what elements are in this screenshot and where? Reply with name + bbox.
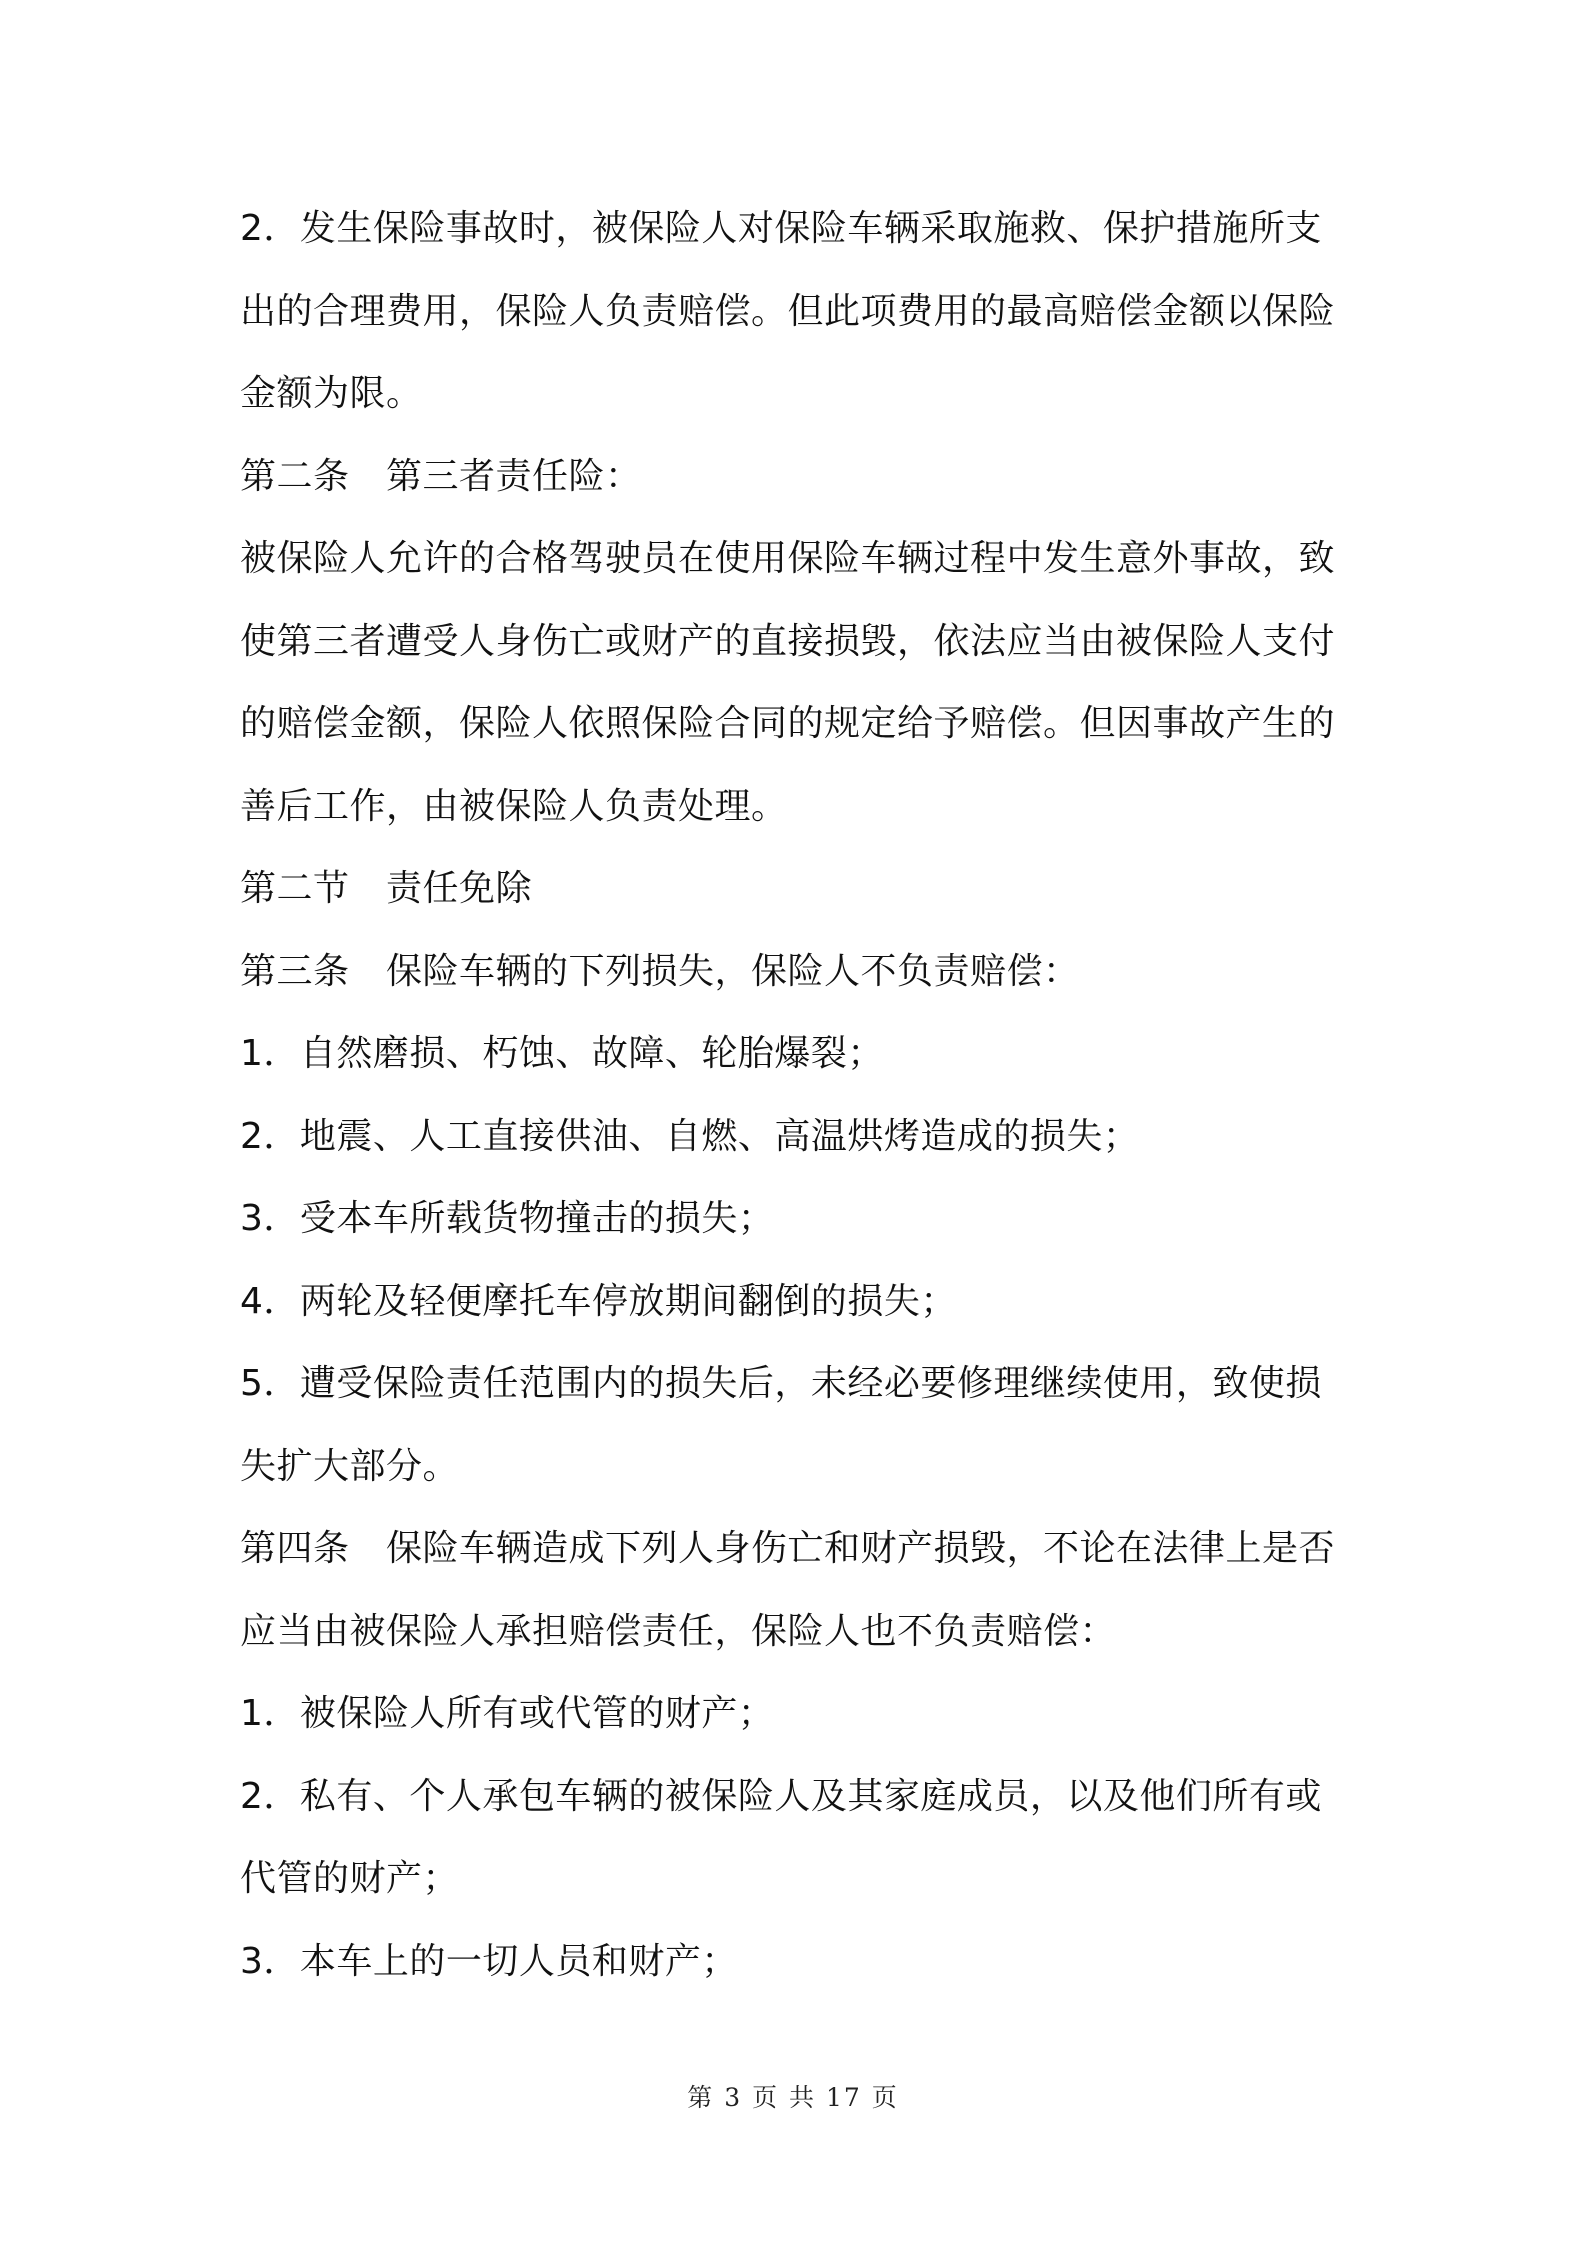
document-body bbox=[240, 188, 1350, 2003]
section-heading: 第四条 保险车辆造成下列人身伤亡和财产损毁，不论在法律上是否 bbox=[240, 1528, 1336, 1569]
list-item: 4．两轮及轻便摩托车停放期间翻倒的损失； bbox=[240, 1280, 957, 1322]
text-line: 金额为限。 bbox=[240, 373, 423, 414]
section-heading: 第二节 责任免除 bbox=[240, 868, 533, 909]
text-line: 使第三者遭受人身伤亡或财产的直接损毁，依法应当由被保险人支付 bbox=[240, 620, 1336, 662]
text-line: 出的合理费用，保险人负责赔偿。但此项费用的最高赔偿金额以保险 bbox=[240, 290, 1336, 332]
section-heading: 第三条 保险车辆的下列损失，保险人不负责赔偿： bbox=[240, 950, 1080, 992]
list-item: 5．遭受保险责任范围内的损失后，未经必要修理继续使用，致使损 bbox=[240, 1363, 1322, 1404]
list-item: 2．地震、人工直接供油、自燃、高温烘烤造成的损失； bbox=[240, 1115, 1140, 1157]
page-number-footer: 第 3 页 共 17 页 bbox=[687, 2083, 899, 2112]
text-line: 失扩大部分。 bbox=[240, 1445, 460, 1487]
list-item: 1．自然磨损、朽蚀、故障、轮胎爆裂； bbox=[240, 1033, 884, 1074]
text-line: 代管的财产； bbox=[240, 1858, 460, 1899]
list-item: 3．受本车所载货物撞击的损失； bbox=[240, 1198, 775, 1239]
list-item: 1．被保险人所有或代管的财产； bbox=[240, 1693, 775, 1734]
text-line: 应当由被保险人承担赔偿责任，保险人也不负责赔偿： bbox=[240, 1610, 1117, 1652]
list-item: 3．本车上的一切人员和财产； bbox=[240, 1940, 738, 1982]
list-item: 2．私有、个人承包车辆的被保险人及其家庭成员，以及他们所有或 bbox=[240, 1775, 1322, 1817]
section-heading: 第二条 第三者责任险： bbox=[240, 455, 642, 497]
text-line: 2．发生保险事故时，被保险人对保险车辆采取施救、保护措施所支 bbox=[240, 208, 1322, 249]
text-line: 的赔偿金额，保险人依照保险合同的规定给予赔偿。但因事故产生的 bbox=[240, 703, 1336, 744]
text-line: 被保险人允许的合格驾驶员在使用保险车辆过程中发生意外事故，致 bbox=[240, 538, 1336, 579]
text-line: 善后工作，由被保险人负责处理。 bbox=[240, 785, 788, 827]
